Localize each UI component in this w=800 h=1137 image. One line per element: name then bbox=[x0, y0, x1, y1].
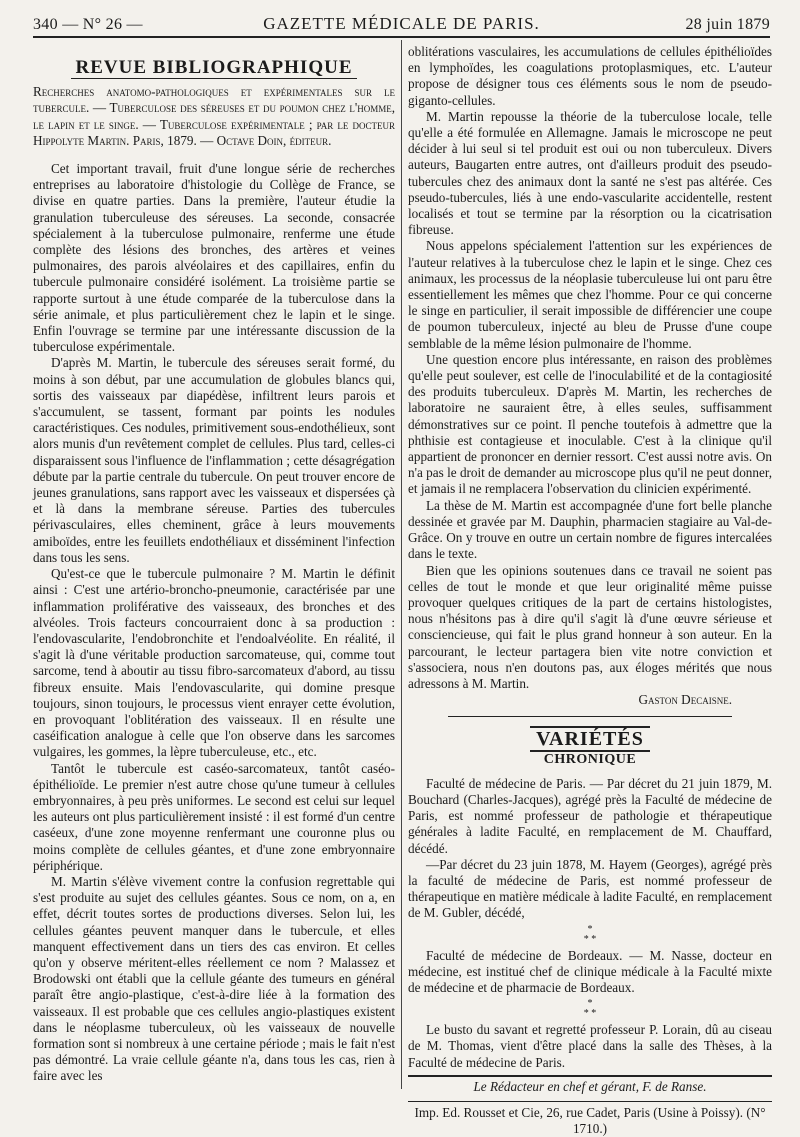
chronique-item: —Par décret du 23 juin 1878, M. Hayem (Georges), agrégé près la faculté de médecine de Paris, est nommé professeur de thérapeutique en matière médicale à ladite Faculté, en remplacement de M. Gubler, décédé, bbox=[408, 856, 772, 921]
paragraph: Nous appelons spécialement l'attention sur les expériences de l'auteur relatives à la tuberculose chez le lapin et le singe. Chez ces animaux, les processus de la néoplasie tuberculeuse lui ont paru être essentiellement les mêmes que chez l'homme. Pour ce qui concerne le singe en particulier, il serait impossible de différencier une coupe de poumon tuberculeux, injecté au bleu de Prusse d'une coupe semblable de la même lésion pulmonaire de l'homme. bbox=[408, 238, 772, 351]
chronique-item: Le busto du savant et regretté professeur P. Lorain, dû au ciseau de M. Thomas, vient d'être placé dans la salle des Thèses, à la Faculté de médecine de Paris. bbox=[408, 1022, 772, 1070]
chronique-item: Faculté de médecine de Paris. — Par décret du 21 juin 1879, M. Bouchard (Charles-Jacques), agrégé près la Faculté de médecine de Paris, est nommé professeur de pathologie et thérapeutique générales à ladite Faculté, en remplacement de M. Chauffard, décédé. bbox=[408, 775, 772, 856]
right-column bbox=[408, 44, 772, 1137]
paragraph: M. Martin repousse la théorie de la tuberculose locale, telle qu'elle a été formulée en Allemagne. Jamais le microscope ne peut décider à lui seul si tel produit est oui ou non tuberculeux. Divers auteurs, Baugarten entre autres, ont d'ailleurs produit des pseudo-tubercules chez des animaux dont la santé ne s'est pas altérée. Ces pseudo-tubercules, liés à une endo-vascularite accidentelle, restent localisés et tout se termine par la résorption ou la cicatrisation fibreuse. bbox=[408, 108, 772, 238]
revue-bibliographique-heading: REVUE BIBLIOGRAPHIQUE bbox=[71, 57, 356, 79]
asterism-separator: * * * bbox=[583, 998, 597, 1020]
paragraph: oblitérations vasculaires, les accumulations de cellules épithélioïdes en lymphoïdes, les coagulations protoplasmiques, etc. L'auteur propose de désigner tous ces éléments sous le nom de pseudo-giganto-cellules. bbox=[408, 44, 772, 108]
page-header bbox=[33, 14, 770, 38]
paragraph: Qu'est-ce que le tubercule pulmonaire ? M. Martin le définit ainsi : C'est une artério-broncho-pneumonie, caractérisée par une inflammation proliférative des vaisseaux, des bronches et des alvéoles. Trois facteurs concourraient donc à sa production : l'endovascularite, l'endobronchite et l'endoalvéolite. En réalité, il s'agit là d'une véritable production sarcomateuse, qui, comme tout sarcome, tend à aboutir au tissu fibro-sarcomateux d'abord, au tissu fibreux ensuite. Mais l'endovascularite, qui domine presque toujours, sinon toujours, le processus vient enrayer cette évolution, en provoquant l'oblitération des vaisseaux. Il en résulte une caséification analogue à celle que l'on observe dans les sarcomes vulgaires, les gommes, la lèpre tuberculeuse, etc., etc. bbox=[33, 566, 395, 760]
paragraph: M. Martin s'élève vivement contre la confusion regrettable qui s'est produite au sujet des cellules géantes. Sous ce nom, on a, en effet, décrit toutes sortes de productions diverses. Selon lui, les cellules géantes peuvent manquer dans le tubercule, et elles manquent effectivement dans un tiers des cas environ. Et celles qu'on y observe méritent-elles réellement ce nom ? Malassez et Brodowski ont établi que la cellule géante des tumeurs en général paraît être angio-plastique, c'est-à-dire liée à la formation des vaisseaux. Il est probable que ces cellules angio-plastiques existent dans le néoplasme tuberculeux, où les vaisseaux de nouvelle formation sont si nombreux à une certaine période ; mais le fait n'est pas démontré. La vraie cellule géante n'a, dans tous les cas, rien à faire avec les bbox=[33, 873, 395, 1084]
chronique-subtitle: CHRONIQUE bbox=[543, 751, 637, 767]
varietes-heading: VARIÉTÉS bbox=[530, 726, 650, 752]
editor-credit: Le Rédacteur en chef et gérant, F. de Ranse. bbox=[408, 1075, 772, 1095]
section-title bbox=[33, 57, 395, 78]
author-signature: Gaston Decaisne. bbox=[638, 692, 732, 708]
paragraph: Tantôt le tubercule est caséo-sarcomateux, tantôt caséo-épithélioïde. Le premier n'est autre chose qu'une tumeur à cellules embryonnaires, à peu près uniformes. Le second est celui sur lequel les auteurs ont plus particulièrement insisté : il est formé d'un centre caséeux, d'une zone moyenne renfermant une couronne plus ou moins complète de cellules géantes, et d'une zone embryonnaire périphérique. bbox=[33, 760, 395, 873]
header-date: 28 juin 1879 bbox=[685, 16, 770, 33]
asterism-separator: * * * bbox=[583, 923, 597, 945]
paragraph: Cet important travail, fruit d'une longue série de recherches entreprises au laboratoire d'histologie du Collège de France, se divise en quatre parties. Dans la première, l'auteur étudie la granulation tuberculeuse des séreuses. La seconde, consacrée spécialement à la tuberculose pulmonaire, renferme une étude complète des lésions des bronches, des artères et veines pulmonaires, des parois alvéolaires et des capillaires, enfin du tubercule pulmonaire considéré isolément. La troisième partie se rapporte surtout à une étude comparée de la tuberculose dans la série animale, et plus particulièrement chez le lapin et le singe. Enfin l'ouvrage se termine par une intéressante discussion de la tuberculose expérimentale. bbox=[33, 161, 395, 355]
paragraph: Bien que les opinions soutenues dans ce travail ne soient pas celles de tout le monde et que leur originalité même puisse provoquer quelques critiques de la part de certains histologistes, nous n'hésitons pas à dire qu'il s'agit là d'une œuvre sérieuse et consciencieuse, qui fait le plus grand honneur à son auteur. En la parcourant, le lecteur partagera bien vite notre conviction et s'associera, nous n'en doutons pas, aux éloges mérités que nous adressons à M. Martin. bbox=[408, 562, 772, 691]
divider bbox=[448, 716, 732, 717]
chronique-item: Faculté de médecine de Bordeaux. — M. Nasse, docteur en médecine, est institué chef de clinique médicale à la Faculté mixte de médecine et de pharmacie de Bordeaux. bbox=[408, 947, 772, 995]
paragraph: La thèse de M. Martin est accompagnée d'une fort belle planche dessinée et gravée par M. Dauphin, pharmacien stagiaire au Val-de-Grâce. On y trouve en outre un certain nombre de figures intercalées dans le texte. bbox=[408, 497, 772, 562]
paragraph: Une question encore plus intéressante, en raison des problèmes qu'elle peut soulever, est celle de l'inoculabilité et de la contagiosité des produits tuberculeux. D'après M. Martin, les recherches de laboratoire ne sauraient être, à elles seules, suffisamment démonstratives sur ce point. Il penche toutefois à admettre que la phthisie est contagieuse et inoculable. C'est à la clinique qu'il appartient de prononcer en dernier ressort. C'est aussi notre avis. On n'a pas le droit de demander au microscope plus qu'il ne peut donner, et jamais il ne remplacera l'observation du clinicien expérimenté. bbox=[408, 351, 772, 497]
header-masthead: GAZETTE MÉDICALE DE PARIS. bbox=[263, 14, 540, 33]
paragraph: D'après M. Martin, le tubercule des séreuses serait formé, du moins à son début, par une accumulation de globules blancs qui, sortis des vaisseaux par diapédèse, infiltrent leurs parois et s'accumulent, se tassent, formant par points les nodules caractéristiques. Ces nodules, primitivement sous-endothélieux, sont alors munis d'un revêtement complet de cellules. Plus tard, celles-ci disparaissent sous l'influence de l'inflammation ; cette désagrégation débute par la partie centrale du tubercule. On peut trouver encore de jeunes granulations, sans rapport avec les vaisseaux et dispersées çà et là dans la membrane séreuse. Parties des tubercules périvasculaires, elles cheminent, grâce à leurs mouvements amiboïdes, entre les feuillets endothéliaux et disséminent l'infection dans tous les sens. bbox=[33, 355, 395, 565]
review-intro: Recherches anatomo-pathologiques et expérimentales sur le tubercule. — Tuberculose des séreuses et du poumon chez l'homme, le lapin et le singe. — Tuberculose expérimentale ; par le docteur Hippolyte Martin. Paris, 1879. — Octave Doin, éditeur. bbox=[33, 84, 395, 148]
column-divider bbox=[401, 40, 402, 1089]
printer-imprint: Imp. Ed. Rousset et Cie, 26, rue Cadet, Paris (Usine à Poissy). (N° 1710.) bbox=[408, 1101, 772, 1137]
header-page-number: 340 — N° 26 — bbox=[33, 16, 143, 33]
left-column bbox=[33, 44, 395, 1091]
varietes-section-title bbox=[408, 728, 772, 751]
